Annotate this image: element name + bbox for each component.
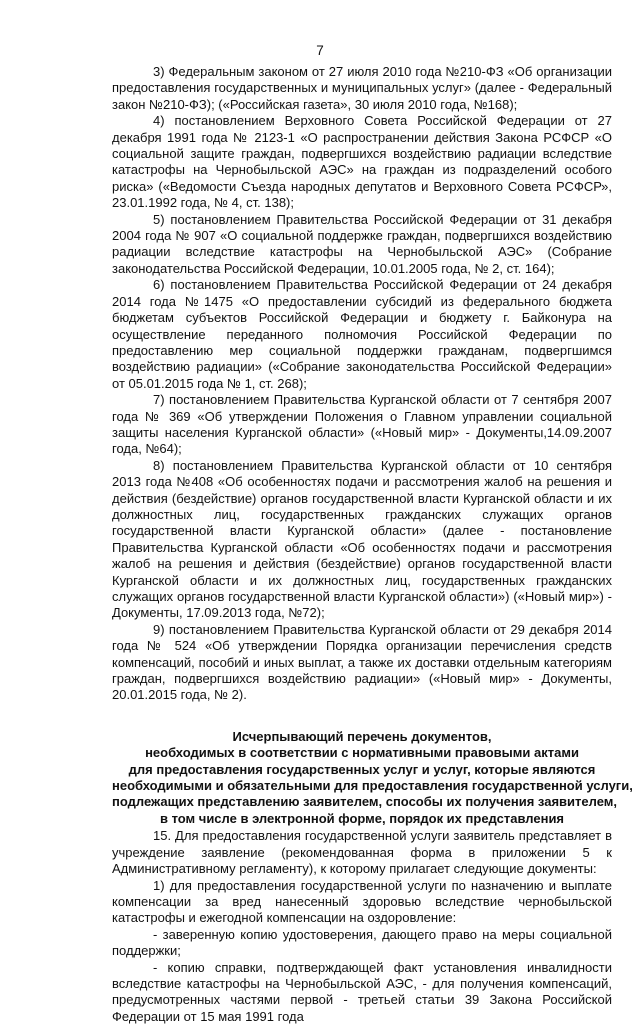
heading-line: необходимых в соответствии с нормативными правовыми актами <box>145 745 579 761</box>
paragraph-item-6: 6) постановлением Правительства Российской Федерации от 24 декабря 2014 года №1475 «О предоставлении субсидий из федерального бюджета бюджетам субъектов Российской Федерации и бюджету г. Байконура на осуществление переданного полномочия Российской Федерации по предоставлению мер социальной поддержки гражданам, подвергшимся воздействию радиации» («Собрание законодательства Российской Федерации» от 05.01.2015 года № 1, ст. 268); <box>112 277 612 391</box>
legal-acts-list <box>112 64 612 704</box>
paragraph-dash-2: - копию справки, подтверждающей факт установления инвалидности вследствие катастрофы на Чернобыльской АЭС, - для получения компенсаций, предусмотренных частями первой - третьей статьи 39 Закона Российской Федерации от 15 мая 1991 года <box>112 959 612 1024</box>
paragraph-dash-1: - заверенную копию удостоверения, дающего право на меры социальной поддержки; <box>112 926 612 959</box>
paragraph-item-5: 5) постановлением Правительства Российской Федерации от 31 декабря 2004 года № 907 «О социальной поддержке граждан, подвергшихся воздействию радиации вследствие катастрофы на Чернобыльской АЭС» (Собрание законодательства Российской Федерации, 10.01.2005 года, № 2, ст. 164); <box>112 211 612 276</box>
heading-line: подлежащих представлению заявителем, способы их получения заявителем, <box>112 794 617 810</box>
heading-line: для предоставления государственных услуг и услуг, которые являются <box>128 761 596 777</box>
paragraph-item-3: 3) Федеральным законом от 27 июля 2010 года №210-ФЗ «Об организации предоставления государственных и муниципальных услуг» (далее - Федеральный закон №210-ФЗ); («Российская газета», 30 июля 2010 года, №168); <box>112 64 612 112</box>
paragraph-sub-1: 1) для предоставления государственной услуги по назначению и выплате компенсации за вред нанесенный здоровью вследствие чернобыльской катастрофы и ежегодной компенсации на оздоровление: <box>112 877 612 926</box>
documents-section <box>112 828 612 1025</box>
paragraph-item-4: 4) постановлением Верховного Совета Российской Федерации от 27 декабря 1991 года № 2123-1 «О распространении действия Закона РСФСР «О социальной защите граждан, подвергшихся воздействию радиации вследствие катастрофы на Чернобыльской АЭС» на граждан из подразделений особого риска» («Ведомости Съезда народных депутатов и Верховного Совета РСФСР», 23.01.1992 года, № 4, ст. 138); <box>112 113 612 211</box>
section-heading <box>112 728 633 827</box>
heading-line: в том числе в электронной форме, порядок их представления <box>159 810 565 826</box>
heading-line: необходимыми и обязательными для предоставления государственной услуги, <box>112 778 633 794</box>
heading-line: Исчерпывающий перечень документов, <box>232 728 492 744</box>
paragraph-item-7: 7) постановлением Правительства Курганской области от 7 сентября 2007 года № 369 «Об утверждении Положения о Главном управлении социальной защиты населения Курганской области» («Новый мир» - Документы,14.09.2007 года, №64); <box>112 392 612 457</box>
paragraph-15: 15. Для предоставления государственной услуги заявитель представляет в учреждение заявление (рекомендованная форма в приложении 5 к Административному регламенту), к которому прилагает следующие документы: <box>112 828 612 877</box>
paragraph-item-9: 9) постановлением Правительства Курганской области от 29 декабря 2014 года № 524 «Об утверждении Порядка организации перечисления средств компенсаций, пособий и иных выплат, а также их доставки отдельным категориям граждан, подвергшихся воздействию радиации» («Новый мир» - Документы, 20.01.2015 года, № 2). <box>112 621 612 703</box>
page-number: 7 <box>316 43 324 58</box>
page-content <box>112 64 633 1025</box>
paragraph-item-8: 8) постановлением Правительства Курганской области от 10 сентября 2013 года №408 «Об особенностях подачи и рассмотрения жалоб на решения и действия (бездействие) органов государственной власти Курганской области и их должностных лиц, государственных гражданских служащих органов государственной власти Курганской области» (далее - постановление Правительства Курганской области «Об особенностях подачи и рассмотрения жалоб на решения и действия (бездействие) органов государственной власти Курганской области и их должностных лиц, государственных гражданских служащих органов государственной власти Курганской области») («Новый мир») - Документы, 17.09.2013 года, №72); <box>112 457 612 621</box>
